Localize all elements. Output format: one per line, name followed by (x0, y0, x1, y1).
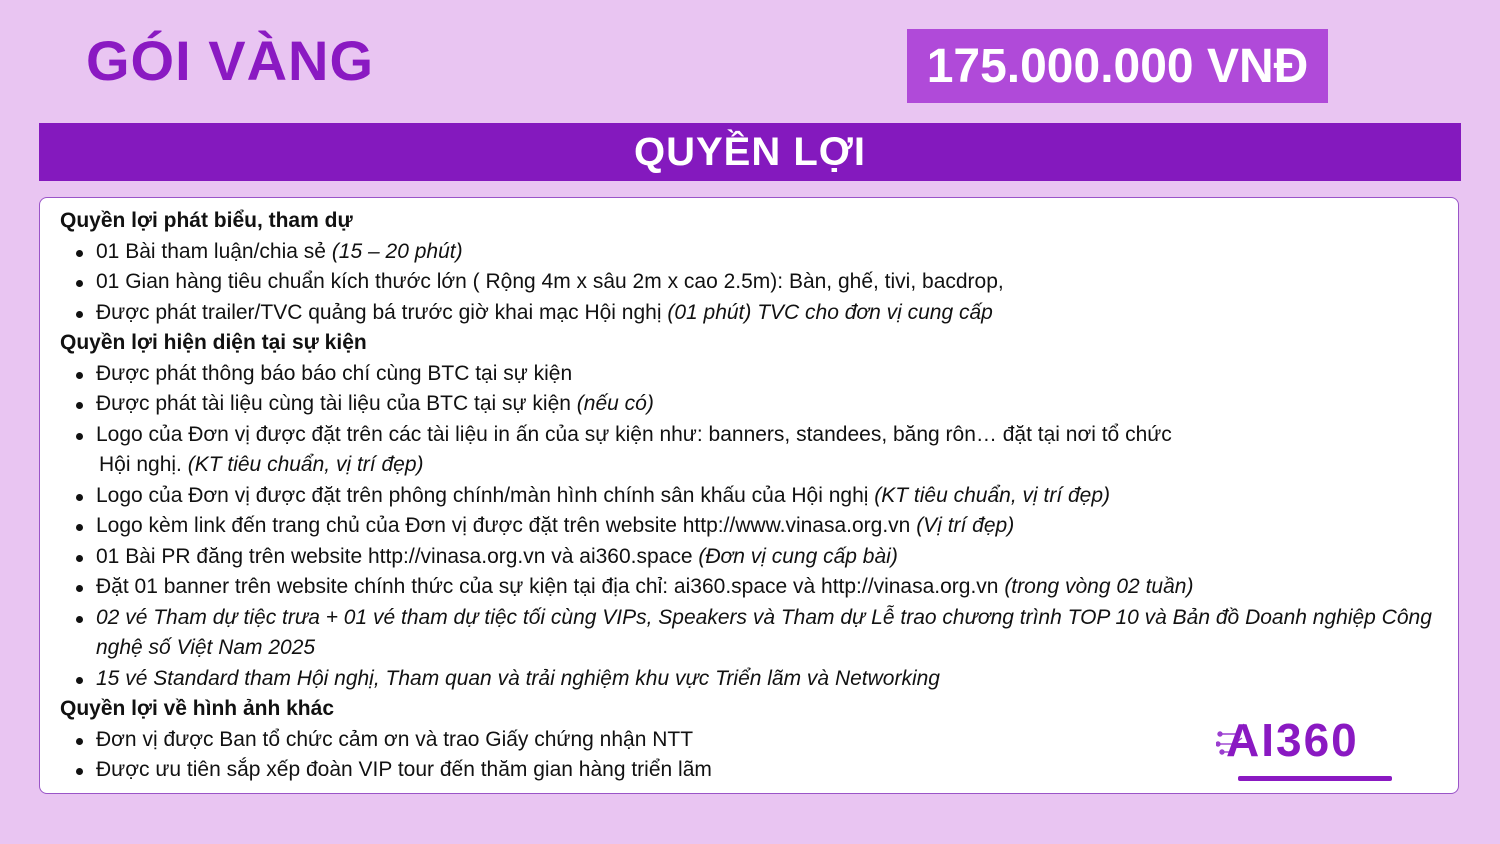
section-heading-presence: Quyền lợi hiện diện tại sự kiện (60, 331, 367, 354)
list-item: 02 vé Tham dự tiệc trưa + 01 vé tham dự tiệc tối cùng VIPs, Speakers và Tham dự Lễ trao chương trình TOP 10 và Bản đồ Doanh nghiệp Công nghệ số Việt Nam 2025 (96, 603, 1442, 664)
logo-text: AI360 (1226, 714, 1359, 766)
list-item: 15 vé Standard tham Hội nghị, Tham quan và trải nghiệm khu vực Triển lãm và Networking (96, 664, 1442, 695)
list-item: Logo của Đơn vị được đặt trên các tài liệu in ấn của sự kiện như: banners, standees, băng rôn… đặt tại nơi tổ chức Hội nghị. (KT tiêu chuẩn, vị trí đẹp) (96, 420, 1442, 481)
package-price: 175.000.000 VNĐ (907, 29, 1328, 103)
list-item: 01 Gian hàng tiêu chuẩn kích thước lớn ( Rộng 4m x sâu 2m x cao 2.5m): Bàn, ghế, tivi, bacdrop, (96, 267, 1442, 298)
list-item: 01 Bài PR đăng trên website http://vinasa.org.vn và ai360.space (Đơn vị cung cấp bài) (96, 542, 1442, 573)
section-heading-image: Quyền lợi về hình ảnh khác (60, 697, 334, 720)
list-item: Được phát tài liệu cùng tài liệu của BTC tại sự kiện (nếu có) (96, 389, 1442, 420)
benefits-panel (39, 197, 1459, 794)
ai360-logo (1216, 712, 1416, 786)
list-item: Được phát trailer/TVC quảng bá trước giờ khai mạc Hội nghị (01 phút) TVC cho đơn vị cung cấp (96, 298, 1442, 329)
list-item: Được ưu tiên sắp xếp đoàn VIP tour đến thăm gian hàng triển lãm (96, 755, 1442, 786)
speaking-benefits-list (60, 237, 1442, 329)
package-title: GÓI VÀNG (86, 29, 375, 92)
list-item: Logo kèm link đến trang chủ của Đơn vị được đặt trên website http://www.vinasa.org.vn (Vị trí đẹp) (96, 511, 1442, 542)
section-heading-speaking: Quyền lợi phát biểu, tham dự (60, 209, 353, 232)
list-item: Đơn vị được Ban tổ chức cảm ơn và trao Giấy chứng nhận NTT (96, 725, 1442, 756)
list-item: 01 Bài tham luận/chia sẻ (15 – 20 phút) (96, 237, 1442, 268)
logo-underline (1238, 776, 1392, 781)
presence-benefits-list (60, 359, 1442, 695)
list-item: Logo của Đơn vị được đặt trên phông chính/màn hình chính sân khấu của Hội nghị (KT tiêu chuẩn, vị trí đẹp) (96, 481, 1442, 512)
benefits-content (60, 206, 1442, 786)
list-item: Đặt 01 banner trên website chính thức của sự kiện tại địa chỉ: ai360.space và http://vinasa.org.vn (trong vòng 02 tuần) (96, 572, 1442, 603)
benefits-banner: QUYỀN LỢI (39, 123, 1461, 181)
list-item: Được phát thông báo báo chí cùng BTC tại sự kiện (96, 359, 1442, 390)
